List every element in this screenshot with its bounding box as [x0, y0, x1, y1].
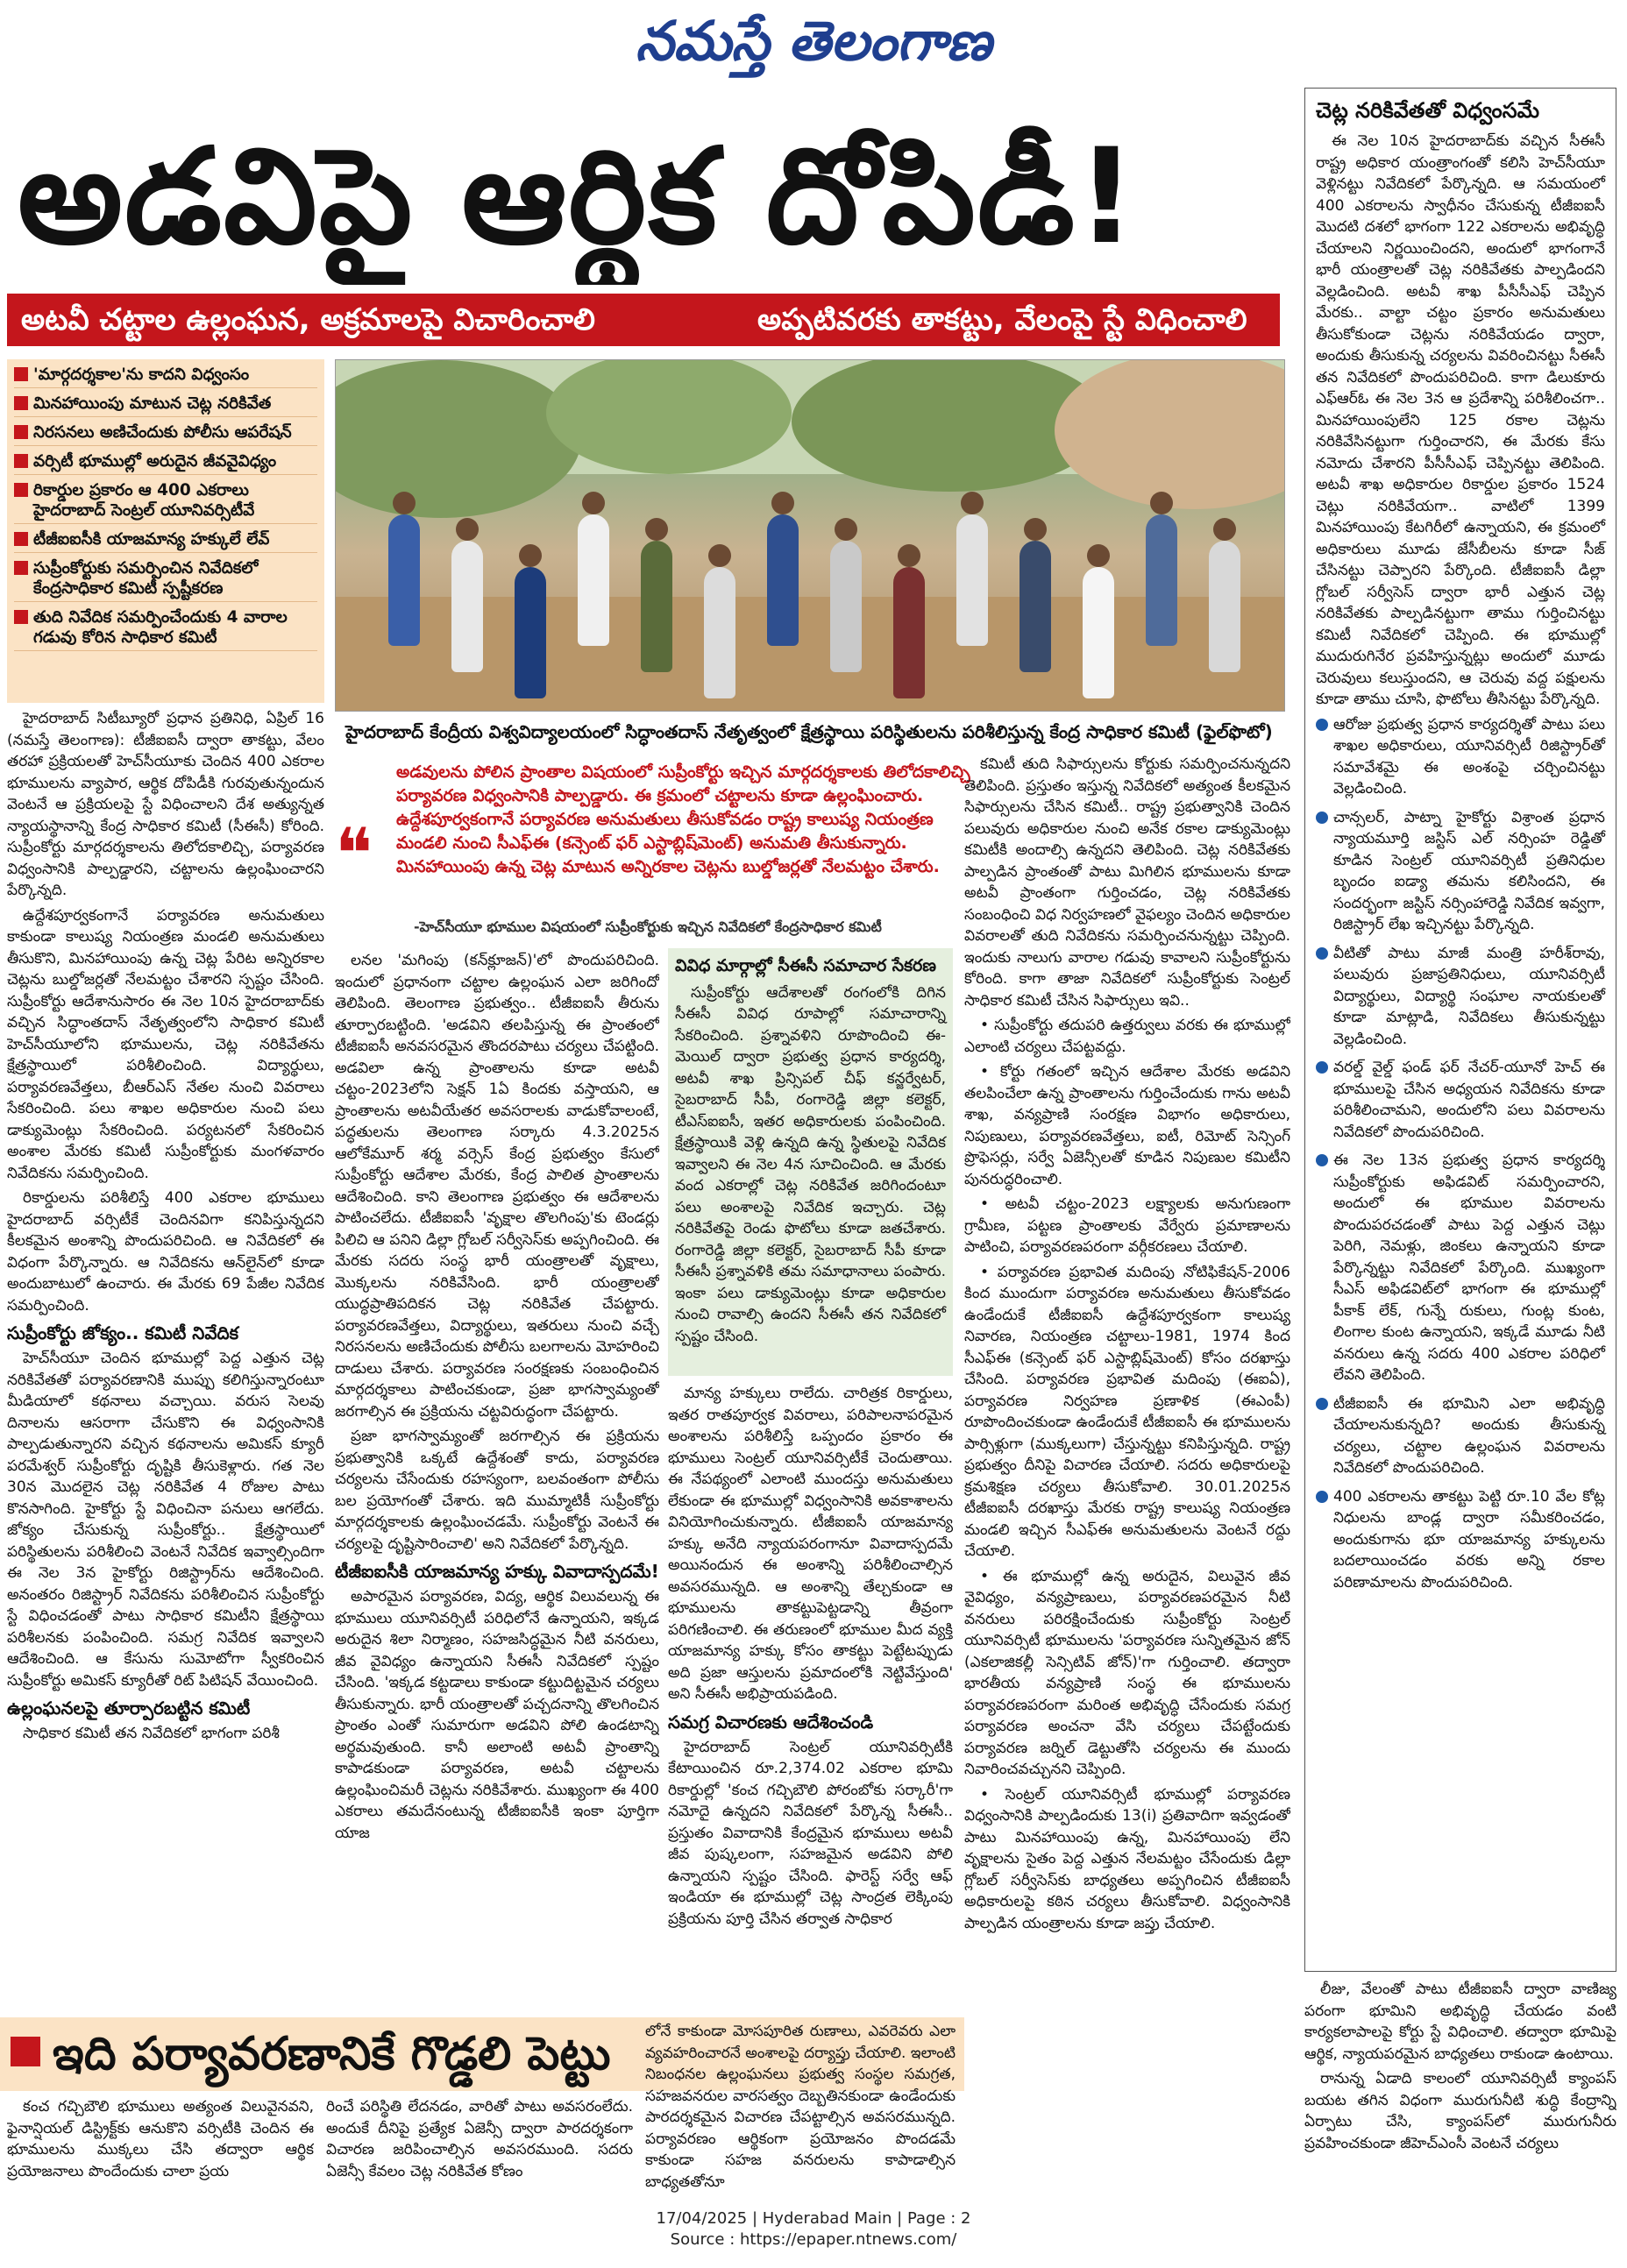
person-head: [1213, 518, 1236, 541]
sidebar-bullet-text: వరల్డ్ వైల్డ్ ఫండ్ ఫర్ నేచర్-యూనో హెచ్ ఈ భూములపై చేసిన అధ్యయన నివేదికను కూడా పరిశీలించామని, అందులోని పలు వివరాలను నివేదికలో పొందుపరిచింది.: [1333, 1059, 1605, 1141]
page-footer-info: 17/04/2025 | Hyderabad Main | Page : 2: [656, 2209, 971, 2228]
subhead-violations: ఉల్లంఘనలపై తూర్పారబట్టిన కమిటీ: [7, 1697, 251, 1719]
sidebar-box: [1304, 88, 1616, 1972]
sidebar-bullet-item: [1316, 807, 1605, 936]
person-figure: [830, 541, 862, 672]
paragraph: హైదరాబాద్ సెంట్రల్ యూనివర్సిటీకి కేటాయించిన రూ.2,374.02 ఎకరాల భూమి రికార్డుల్లో 'కంచ గచ్చిబౌలి పోరంబోకు సర్కారీ'గా నమోదై ఉన్నదని నివేదికలో పేర్కొన్న సీఈసీ.. ప్రస్తుతం వివాదానికి కేంద్రమైన భూములు అటవీ జీవ పుష్కలంగా, సహజమైన అడవిని పోలి ఉన్నాయని స్పష్టం చేసింది. ఫారెస్ట్ సర్వే ఆఫ్ ఇండియా ఈ భూముల్లో చెట్ల సాంద్రత లెక్కింపు ప్రక్రియను పూర్తి చేసిన తర్వాత సాధికార: [668, 1738, 953, 1928]
sidebar-bullet-item: [1316, 1486, 1605, 1594]
paragraph: ఈ నెల 10న హైదరాబాద్‌కు వచ్చిన సీఈసీ రాష్ట్ర అధికార యంత్రాంగంతో కలిసి హెచ్‌సీయూ వెళ్లినట్టు నివేదికలో పేర్కొన్నది. ఆ సమయంలో 400 ఎకరాలను స్వాధీనం చేసుకున్న టీజీఐఐసీ మొదటి దశలో భాగంగా 122 ఎకరాలను అభివృద్ధి చేయాలని నిర్ణయించిందని, అందులో భాగంగానే భారీ యంత్రాలతో చెట్ల నరికివేతకు పాల్పడిందని వెల్లడించింది. అటవీ శాఖ పీసీసీఎఫ్ చెప్పిన మేరకు.. వాల్టా చట్టం ప్రకారం అనుమతులు తీసుకోకుండా చెట్లను నరికివేయడం ద్వారా, అందుకు తీసుకున్న చర్యలను వివరించినట్టు సీఈసీ తన నివేదికలో పొందుపరిచింది. కాగా డిలుకూరు ఎఫ్‌ఆర్‌ఓ ఈ నెల 3న ఆ ప్రదేశాన్ని పరిశీలించగా.. మినహాయింపులేని 125 రకాల చెట్లను నరికివేసినట్టుగా గుర్తించారని, ఈ మేరకు కేసు నమోదు చేశారని పీసీసీఎఫ్ చెప్పినట్టు తెలిపింది. అటవీ శాఖ అధికారుల రికార్డుల ప్రకారం 1524 చెట్లు నరికివేయగా.. వాటిలో 1399 మినహాయింపు కేటగిరీలో ఉన్నాయని, ఈ క్రమంలో అధికారులు మూడు జేసీబీలను కూడా సీజ్ చేసినట్టు చెప్పారని పేర్కొంది. టీజీఐఐసీ డిల్లా గ్లోబల్ సర్వీసెస్ ద్వారా భారీ ఎత్తున చెట్ల నరికివేతకు పాల్పడినట్టుగా తాము గుర్తించినట్టు కమిటీ నివేదికలో చెప్పింది. ఈ భూముల్లో ముదురుగినేర ప్రవహిస్తున్నట్లు అందులో మూడు చెరువులు కలుస్తుందని, ఆ చెరువు వద్ద పక్షులను కూడా తాము చూసి, ఫొటోలు తీసినట్టు పేర్కొన్నది.: [1316, 132, 1605, 708]
bullet-dot-icon: [1316, 1154, 1328, 1166]
bullet-square-icon: [14, 425, 28, 439]
person-head: [645, 518, 668, 541]
person-head: [582, 492, 605, 514]
paragraph: ఉద్దేశపూర్వకంగానే పర్యావరణ అనుమతులు కాకుండా కాలుష్య నియంత్రణ మండలి అనుమతులు తీసుకొని, మినహాయింపు ఉన్న చెట్ల పేరిట అన్నిరకాల చెట్లను బుల్డోజర్లతో నేలమట్టం చేశారని స్పష్టం చేసింది. సుప్రీంకోర్టు ఆదేశానుసారం ఈ నెల 10న హైదరాబాద్‌కు వచ్చిన సిద్ధాంతదాస్ నేతృత్వంలోని సాధికార కమిటీ హెచ్‌సీయూలోని భూములను, చెట్ల నరికివేతను క్షేత్రస్థాయిలో పరిశీలించింది. విద్యార్థులు, పర్యావరణవేత్తలు, బీఆర్ఎస్ నేతల నుంచి వివరాలు సేకరించింది. పలు శాఖల అధికారుల నుంచి పలు డాక్యుమెంట్లు సేకరించింది. పర్యటనలో సేకరించిన అంశాల మేరకు కమిటీ సుప్రీంకోర్టుకు మంగళవారం నివేదికను సమర్పించింది.: [7, 906, 324, 1182]
paragraph: • సెంట్రల్ యూనివర్సిటీ భూముల్లో పర్యావరణ విధ్వంసానికి పాల్పడిందుకు 13(i) ప్రతివాదిగా ఇవ్వడంతో పాటు మినహాయింపు ఉన్న, మినహాయింపు లేని వృక్షాలను సైతం పెద్ద ఎత్తున నేలమట్టం చేసేందుకు డిల్లా గ్లోబల్ సర్వీసెస్‌కు బాధ్యతలు అప్పగించిన టీజీఐఐసీ అధికారులపై కఠిన చర్యలు తీసుకోవాలి. విధ్వంసానికి పాల్పడిన యంత్రాలను కూడా జప్తు చేయాలి.: [964, 1785, 1290, 1932]
sidebar-title: చెట్ల నరికివేతతో విధ్వంసమే: [1316, 98, 1539, 123]
person-figure: [893, 567, 925, 698]
person-head: [708, 544, 731, 567]
highlight-text: వర్సిటీ భూముల్లో అరుదైన జీవవైవిధ్యం: [33, 452, 277, 471]
person-head: [771, 492, 794, 514]
highlight-item: [14, 422, 317, 446]
article-column-1: [7, 708, 324, 2014]
pull-quote: [335, 761, 975, 945]
paragraph: రానున్న ఏడాది కాలంలో యూనివర్సిటీ క్యాంపస్ బయట తగిన విధంగా మురుగునీటి శుద్ధి కేంద్రాన్ని ఏర్పాటు చేసి, క్యాంపస్‌లో మురుగునీరు ప్రవహించకుండా జీహెచ్ఎంసీ వెంటనే చర్యలు: [1304, 2070, 1616, 2152]
bullet-square-icon: [14, 610, 28, 624]
article-column-2: [335, 950, 659, 2014]
person-figure: [956, 514, 988, 646]
person-figure: [1083, 567, 1114, 698]
highlight-item: [14, 558, 317, 602]
person-head: [835, 518, 857, 541]
person-figure: [578, 514, 609, 646]
person-figure: [641, 541, 672, 672]
person-head: [456, 518, 479, 541]
highlight-item: [14, 393, 317, 417]
sidebar-continuation: [1304, 1979, 1616, 2198]
sidebar-bullet-text: వీటితో పాటు మాజీ మంత్రి హరీశ్‌రావు, పలువురు ప్రజాప్రతినిధులు, యూనివర్సిటీ విద్యార్థులు, విద్యార్థి సంఘాల నాయకులతో కూడా మాట్లాడి, నివేదికలు తీసుకున్నట్టు వెల్లడించింది.: [1333, 944, 1605, 1048]
footer-story-col-3: లోనే కాకుండా మోసపూరిత రుణాలు, ఎవరెవరు ఎలా వ్యవహరించారనే అంశాలపై దర్యాప్తు చేయాలి. ఇలాంటి నిబంధనల ఉల్లంఘనలు ప్రభుత్వ సంస్థల సమగ్రత, సహజవనరుల వారసత్వం దెబ్బతినకుండా ఉండేందుకు పారదర్శకమైన విచారణ చేపట్టాల్సిన అవసరమున్నది. పర్యావరణం ఆర్థికంగా ప్రయోజనం పొందడమే కాకుండా సహజ వనరులను కాపాడాల్సిన బాధ్యతతోనూ: [645, 2023, 956, 2191]
person-head: [898, 544, 920, 567]
paragraph: • ఈ భూముల్లో ఉన్న అరుదైన, విలువైన జీవ వైవిధ్యం, వన్యప్రాణులు, పర్యావరణపరమైన నీటి వనరులు పరిరక్షించేందుకు సుప్రీంకోర్టు సెంట్రల్ యూనివర్సిటీ భూములను 'పర్యావరణ సున్నితమైన జోన్ (ఎకలాజికల్లీ సెన్సిటివ్ జోన్)'గా గుర్తించాలి. తద్వారా భారతీయ వన్యప్రాణి సంస్థ ఈ భూములను పర్యావరణపరంగా మరింత అభివృద్ధి చేసేందుకు సమగ్ర పర్యావరణ అంచనా వేసి చర్యలు చేపట్టేందుకు పర్యావరణ జర్నిల్ డెట్టుతోసి చర్యలను ఈ ముందు నివారించవచ్చునని చెప్పింది.: [964, 1567, 1290, 1778]
footer-story-title: ఇది పర్యావరణానికే గొడ్డలి పెట్టు: [53, 2028, 611, 2080]
sidebar-bullet-text: 400 ఎకరాలను తాకట్టు పెట్టి రూ.10 వేల కోట్ల నిధులను బాండ్ల ద్వారా సమీకరించడం, అందుకుగాను భూ యాజమాన్య హక్కులను బదలాయించడం వరకు అన్ని రకాల పరిణామాలను పొందుపరిచింది.: [1333, 1487, 1605, 1591]
person-figure: [1146, 514, 1177, 646]
sidebar-bullet-text: చాన్సలర్, పాట్నా హైకోర్టు విశ్రాంత ప్రధాన న్యాయమూర్తి జస్టిస్ ఎల్ నర్సింహ రెడ్డితో కూడిన సెంట్రల్ యూనివర్సిటీ ప్రతినిధుల బృందం ఐడ్యా తమను కలిసిందని, ఈ సందర్భంగా జస్టిస్ నర్సింహారెడ్డి నివేదిక ఇవ్వగా, రిజిస్ట్రార్ లేఖ ఇచ్చినట్టు పేర్కొన్నది.: [1333, 808, 1605, 933]
paragraph: • కోర్టు గతంలో ఇచ్చిన ఆదేశాల మేరకు అడవిని తలపించేలా ఉన్న ప్రాంతాలను గుర్తించేందుకు గాను అటవీ శాఖ, వన్యప్రాణి సంరక్షణ విభాగం అధికారులు, నిపుణులు, పర్యావరణవేత్తలు, ఐటీ, రిమోట్ సెన్సింగ్ ప్రొఫెసర్లు, సర్వే ఏజెన్సీలతో కూడిన నిపుణుల కమిటీని పునరుద్ధరించాలి.: [964, 1063, 1290, 1188]
highlight-text: మినహాయింపు మాటున చెట్ల నరికివేత: [33, 394, 272, 413]
person-figure: [1020, 541, 1051, 672]
paragraph: హెచ్‌సీయూ చెందిన భూముల్లో పెద్ద ఎత్తున చెట్ల నరికివేతతో పర్యావరణానికి ముప్పు కలిగిస్తున్నారంటూ మీడియాలో కథనాలు వచ్చాయి. వరుస సెలవు దినాలను ఆసరాగా చేసుకొని ఈ విధ్వంసానికి పాల్పడుతున్నారని వచ్చిన కథనాలను అమికస్ క్యూరీ పరమేశ్వర్ సుప్రీంకోర్టు దృష్టికి తీసుకెళ్లారు. గత నెల 30న మొదలైన చెట్ల నరికివేత 4 రోజుల పాటు కొనసాగింది. హైకోర్టు స్టే విధించినా పనులు ఆగలేదు. జోక్యం చేసుకున్న సుప్రీంకోర్టు.. క్షేత్రస్థాయిలో పరిస్థితులను పరిశీలించి వెంటనే నివేదిక ఇవ్వాల్సిందిగా ఈ నెల 3న హైకోర్టు రిజిస్ట్రార్‌ను ఆదేశించింది. అనంతరం రిజిస్ట్రార్ నివేదికను పరిశీలించిన సుప్రీంకోర్టు స్టే విధించడంతో పాటు సాధికార కమిటీని క్షేత్రస్థాయి పరిశీలనకు పంపించింది. సమగ్ర నివేదిక ఇవ్వాలని ఆదేశించింది. ఆ కేసును సుమోటోగా స్వీకరించిన సుప్రీంకోర్టు అమికస్ క్యూరీతో రిట్ పిటిషన్ వేయించింది.: [7, 1350, 324, 1690]
deck-left: అటవీ చట్టాల ఉల్లంఘన, అక్రమాలపై విచారించాలి: [7, 294, 754, 346]
highlight-text: రికార్డుల ప్రకారం ఆ 400 ఎకరాలు హైదరాబాద్ సెంట్రల్ యూనివర్సిటీవే: [33, 481, 255, 520]
sidebar-bullet-item: [1316, 1057, 1605, 1143]
highlight-text: 'మార్గదర్శకాల'ను కాదని విధ్వంసం: [33, 365, 250, 384]
person-head: [393, 492, 416, 514]
sidebar-bullet-item: [1316, 714, 1605, 800]
bullet-dot-icon: [1316, 1061, 1328, 1074]
paragraph: • సుప్రీంకోర్టు తదుపరి ఉత్తర్వులు వరకు ఈ భూముల్లో ఎలాంటి చర్యలు చేపట్టవద్దు.: [964, 1017, 1290, 1056]
square-marker-icon: [11, 2037, 40, 2066]
bullet-square-icon: [14, 532, 28, 546]
highlight-item: [14, 607, 317, 651]
article-column-3: [964, 754, 1290, 2191]
person-figure: [515, 567, 546, 698]
info-box-title: వివిధ మార్గాల్లో సీఈసీ సమాచార సేకరణ: [675, 956, 936, 975]
paragraph: మాన్య హక్కులు రాలేదు. చారిత్రక రికార్డులు, ఇతర రాతపూర్వక వివరాలు, పరిపాలనాపరమైన అంశాలను పరిశీలిస్తే ఒప్పందం ప్రకారం ఈ భూములు సెంట్రల్ యూనివర్సిటీకే చెందుతాయి. ఈ నేపథ్యంలో ఎలాంటి ముందస్తు అనుమతులు లేకుండా ఈ భూముల్లో విధ్వంసానికి అవకాశాలను వినియోగించుకున్నారు. టీజీఐఐసీ యాజమాన్య హక్కు అనేది న్యాయపరంగానూ వివాదాస్పదమే అయినందున ఈ అంశాన్ని పరిశీలించాల్సిన అవసరమున్నది. ఆ అంశాన్ని తేల్చకుండా ఆ భూములను తాకట్టుపెట్టడాన్ని తీవ్రంగా పరిగణించాలి. ఈ తరుణంలో భూముల మీద వ్యక్తి యాజమాన్య హక్కు కోసం తాకట్టు పెట్టేటప్పుడు అది ప్రజా ఆస్తులను ప్రమాదంలోకి నెట్టివేస్తుంది' అని సీఈసీ అభిప్రాయపడింది.: [668, 1385, 953, 1703]
quote-mark-icon: ❝: [335, 813, 373, 895]
paragraph: హైదరాబాద్ సిటీబ్యూరో ప్రధాన ప్రతినిధి, ఏప్రిల్ 16 (నమస్తే తెలంగాణ): టీజీఐఐసీ ద్వారా తాకట్టు, వేలం తరహా ప్రక్రియలతో హెచ్‌సీయూకు చెందిన 400 ఎకరాల భూములను వ్యాపార, ఆర్థిక దోపిడీకి గురవుతున్నందున వెంటనే ఆ ప్రక్రియలపై స్టే విధించాలని దేశ అత్యున్నత న్యాయస్థానాన్ని కేంద్ర సాధికార కమిటీ (సీఈసీ) కోరింది. సుప్రీంకోర్టు మార్గదర్శకాలను తిలోదకాలిచ్చి, పర్యావరణ విధ్వంసానికి పాల్పడ్డారని, చట్టాలను ఉల్లంఘించారని పేర్కొన్నది.: [7, 710, 324, 899]
footer-story-col-1: కంచ గచ్చిబౌలి భూములు అత్యంత విలువైనవని, ఫైనాన్షియల్ డిస్ట్రిక్ట్‌కు ఆనుకొని వర్సిటీకి చెందిన ఈ భూములను ముక్కలు చేసి తద్వారా ఆర్థిక ప్రయోజనాలు పొందేందుకు చాలా ప్రయ: [7, 2098, 314, 2180]
paragraph: కమిటీ తుది సిఫార్సులను కోర్టుకు సమర్పించనున్నదని తెలిపింది. ప్రస్తుతం ఇస్తున్న నివేదికలో అత్యంత కీలకమైన సిఫార్సులను చేసిన కమిటీ.. రాష్ట్ర ప్రభుత్వానికి చెందిన పలువురు అధికారుల నుంచి అనేక రకాల డాక్యుమెంట్లు కమిటీకి అందాల్సి ఉన్నదని తెలిపింది. చెట్ల నరికివేతకు పాల్పడిన ప్రాంతంతో పాటు మిగిలిన భూములను కూడా అటవీ ప్రాంతంగా గుర్తించడం, చెట్ల నరికివేతకు సంబంధించి విధ నిర్వహణలో వైఫల్యం చెందిన అధికారుల వివరాలతో తుది నివేదికను సమర్పించనున్నట్టు చెప్పింది. ఇందుకు నాలుగు వారాల గడువు కావాలని సుప్రీంకోర్టును కోరింది. కాగా తాజా నివేదికలో సుప్రీంకోర్టుకు సెంట్రల్ సాధికార కమిటీ చేసిన సిఫార్సులు ఇవి..: [964, 755, 1290, 1010]
paragraph: • పర్యావరణ ప్రభావిత మదింపు నోటిఫికేషన్-2006 కింద ముందుగా పర్యావరణ అనుమతులు తీసుకోవడం ఉండేందుకే టీజీఐఐసీ ఉద్దేశపూర్వకంగా కాలుష్య నివారణ, నియంత్రణ చట్టాలు-1981, 1974 కింద సీఎఫ్‌ఈ (కన్సెంట్ ఫర్ ఎస్టాబ్లిష్‌మెంట్) కోసం దరఖాస్తు చేసింది. పర్యావరణ ప్రభావిత మదింపు (ఈఐఏ), పర్యావరణ నిర్వహణ ప్రణాళిక (ఈఎంపీ) రూపొందించకుండా ఉండేందుకే టీజీఐఐసీ ఈ భూములను పార్సిళ్లుగా (ముక్కలుగా) చేస్తున్నట్టు కనిపిస్తున్నది. రాష్ట్ర ప్రభుత్వం దీనిపై విచారణ చేయాలి. సదరు అధికారులపై క్రమశిక్షణ చర్యలు తీసుకోవాలి. 30.01.2025న టీజీఐఐసీ దరఖాస్తు మేరకు రాష్ట్ర కాలుష్య నియంత్రణ మండలి ఇచ్చిన సీఎఫ్‌ఈ అనుమతులను వెంటనే రద్దు చేయాలి.: [964, 1263, 1290, 1560]
highlight-item: [14, 451, 317, 475]
info-box-ceC: [668, 948, 953, 1376]
person-head: [961, 492, 984, 514]
bullet-square-icon: [14, 561, 28, 575]
bullet-dot-icon: [1316, 719, 1328, 731]
paragraph: • అటవీ చట్టం-2023 లక్ష్యాలకు అనుగుణంగా గ్రామీణ, పట్టణ ప్రాంతాలకు వేర్వేరు ప్రమాణాలను పాటించి, పర్యావరణపరంగా వర్గీకరణలు చేయాలి.: [964, 1195, 1290, 1256]
paragraph: ప్రజా భాగస్వామ్యంతో జరగాల్సిన ఈ ప్రక్రియను ప్రభుత్వానికి ఒక్కటే ఉద్దేశంతో కాదు, పర్యావరణ చర్యలను చేసేందుకు రహస్యంగా, బలవంతంగా పోలీసు బల ప్రయోగంతో చేశారు. ఇది ముమ్మాటికీ సుప్రీంకోర్టు మార్గదర్శకాలకు ఉల్లంఘించడమే. సుప్రీంకోర్టు వెంటనే ఈ చర్యలపై దృష్టిసారించాలి' అని నివేదికలో పేర్కొన్నది.: [335, 1428, 659, 1553]
highlight-text: తుది నివేదిక సమర్పించేందుకు 4 వారాల గడువు కోరిన సాధికార కమిటీ: [33, 608, 288, 647]
news-photo: [335, 359, 1285, 712]
bullet-dot-icon: [1316, 947, 1328, 960]
footer-story-col-2: రించే పరిస్థితి లేదనడం, వారితో పాటు అవసరంలేదు. అందుకే దీనిపై ప్రత్యేక ఏజెన్సీ ద్వారా పారదర్శకంగా విచారణ జరిపించాల్సిన అవసరముంది. సదరు ఏజెన్సీ కేవలం చెట్ల నరికివేత కోణం: [326, 2098, 633, 2180]
masthead-title: నమస్తే తెలంగాణ: [635, 9, 992, 73]
info-box-text: సుప్రీంకోర్టు ఆదేశాలతో రంగంలోకి దిగిన సీఈసీ వివిధ రూపాల్లో సమాచారాన్ని సేకరించింది. ప్రశ్నావళిని రూపొందించి ఈ-మెయిల్ ద్వారా ప్రభుత్వ ప్రధాన కార్యదర్శి, అటవీ శాఖ ప్రిన్సిపల్ చీఫ్ కన్జర్వేటర్, సైబరాబాద్ సీపీ, రంగారెడ్డి జిల్లా కలెక్టర్, టీఎస్‌ఐఐసీ, ఇతర అధికారులకు పంపించింది. క్షేత్రస్థాయికి వెళ్లి ఉన్నది ఉన్న స్థితులపై నివేదిక ఇవ్వాలని ఈ నెల 4న సూచించింది. ఆ మేరకు వంద ఎకరాల్లో చెట్ల నరికివేత జరిగిందంటూ పలు అంశాలపై నివేదిక ఇచ్చారు. చెట్ల నరికివేతపై రెండు ఫొటోలు కూడా జతచేశారు. రంగారెడ్డి జిల్లా కలెక్టర్, సైబరాబాద్ సీపీ కూడా సీఈసీ ప్రశ్నావళికి తమ సమాధానాలు పంపారు. ఇంకా పలు డాక్యుమెంట్లు కూడా అధికారుల నుంచి రావాల్సి ఉందని సీఈసీ తన నివేదికలో స్పష్టం చేసింది.: [675, 983, 946, 1345]
photo-caption: హైదరాబాద్ కేంద్రీయ విశ్వవిద్యాలయంలో సిద్ధాంతదాస్ నేతృత్వంలో క్షేత్రస్థాయి పరిస్థితులను పరిశీలిస్తున్న కేంద్ర సాధికార కమిటీ (ఫైల్‌ఫొటో): [345, 721, 1273, 742]
subhead-ownership: టీజీఐఐసీకి యాజమాన్య హక్కు వివాదాస్పదమే!: [335, 1561, 659, 1582]
highlight-item: [14, 365, 317, 388]
person-head: [519, 544, 542, 567]
bullet-square-icon: [14, 367, 28, 381]
sidebar-bullet-text: ఈ నెల 13న ప్రభుత్వ ప్రధాన కార్యదర్శి సుప్రీంకోర్టుకు అఫిడవిట్ సమర్పించారని, అందులో ఈ భూముల వివరాలను పొందుపరచడంతో పాటు పెద్ద ఎత్తున చెట్లు పెరిగి, నెమళ్లు, జింకలు ఉన్నాయని కూడా పేర్కొన్నట్టు నివేదికలో పేర్కొంది. ముఖ్యంగా సీఎస్ అఫిడవిట్‌లో భాగంగా ఈ భూముల్లో పీకాక్ లేక్, గున్నే రుకులు, గుంట్ల కుంట, లింగాల కుంట ఉన్నాయని, ఇక్కడే మూడు నీటి వనరులు ఉన్న సదరు 400 ఎకరాల పరిధిలో లేవని తెలిపింది.: [1333, 1152, 1605, 1384]
paragraph: లనల 'మగింపు (కన్‌క్లూజన్)'లో పొందుపరిచింది. ఇందులో ప్రధానంగా చట్టాల ఉల్లంఘన ఎలా జరిగిందో తెలిపింది. తెలంగాణ ప్రభుత్వం.. టీజీఐఐసీ తీరును తూర్పారబట్టింది. 'అడవిని తలపిస్తున్న ఈ ప్రాంతంలో టీజీఐఐసీ అనవసరమైన తొందరపాటు చర్యలు చేపట్టింది. అడవిలా ఉన్న ప్రాంతాలను కూడా అటవీ చట్టం-2023లోని సెక్షన్ 1ఏ కిందకు వస్తాయని, ఆ ప్రాంతాలను అటవీయేతర అవసరాలకు వాడుకోవాలంటే, పద్ధతులను తెలంగాణ సర్కారు 4.3.2025న ఆలోకేమూర్ శర్మ వర్సెస్ కేంద్ర ప్రభుత్వం కేసులో సుప్రీంకోర్టు ఆదేశాల మేరకు, కేంద్ర పాలిత ప్రాంతాలను ఆదేశించింది. కాని తెలంగాణ ప్రభుత్వం ఈ ఆదేశాలను పాటించలేదు. టీజీఐఐసీ 'వృక్షాల తొలగింపు'కు టెండర్లు పిలిచి ఆ పనిని డిల్లా గ్లోబల్ సర్వీసెస్‌కు అప్పగించింది. ఈ మేరకు సదరు సంస్థ భారీ యంత్రాలతో వృక్షాలు, మొక్కలను నరికివేసింది. భారీ యంత్రాలతో యుద్ధప్రాతిపదికన చెట్ల నరికివేత చేపట్టారు. పర్యావరణవేత్తలు, విద్యార్థులు, ఇతరులు నుంచి వచ్చే నిరసనలను అణిచేందుకు పోలీసు బలగాలను మోహరించి దాడులు చేశారు. పర్యావరణ సంరక్షణకు సంబంధించిన మార్గదర్శకాలు పాటించకుండా, ప్రజా భాగస్వామ్యంతో జరగాల్సిన ఈ ప్రక్రియను చట్టవిరుద్ధంగా చేపట్టారు.: [335, 952, 659, 1421]
sidebar-bullet-item: [1316, 1150, 1605, 1386]
bullet-dot-icon: [1316, 812, 1328, 824]
person-figure: [1209, 541, 1240, 672]
paragraph: రికార్డులను పరిశీలిస్తే 400 ఎకరాల భూములు హైదరాబాద్ వర్సిటీకే చెందినవిగా కనిపిస్తున్నదని కీలకమైన అంశాన్ని పొందుపరిచింది. ఆ నివేదికలో ఈ విధంగా పేర్కొన్నారు. ఆ నివేదికను ఆన్‌లైన్‌లో కూడా అందుబాటులో ఉంచారు. ఈ మేరకు 69 పేజీల నివేదిక సమర్పించింది.: [7, 1189, 324, 1315]
paragraph: లీజు, వేలంతో పాటు టీజీఐఐసీ ద్వారా వాణిజ్య పరంగా భూమిని అభివృద్ధి చేయడం వంటి కార్యకలాపాలపై కోర్టు స్టే విధించాలి. తద్వారా భూమిపై ఆర్థిక, న్యాయపరమైన బాధ్యతలు రాకుండా ఉంటాయి.: [1304, 1981, 1616, 2063]
masthead: [0, 0, 1627, 88]
highlight-text: నిరసనలు అణిచేందుకు పోలీసు ఆపరేషన్: [33, 423, 292, 442]
highlight-item: [14, 529, 317, 553]
highlight-text: సుప్రీంకోర్టుకు సమర్పించిన నివేదికలో కేంద్రసాధికార కమిటీ స్పష్టీకరణ: [33, 559, 259, 598]
sidebar-bullet-text: ఆరోజు ప్రభుత్వ ప్రధాన కార్యదర్శితో పాటు పలు శాఖల అధికారులు, యూనివర్సిటీ రిజిస్ట్రార్‌తో సమావేశమై ఈ అంశంపై చర్చించినట్టు వెల్లడించింది.: [1333, 715, 1605, 797]
person-head: [1150, 492, 1173, 514]
article-column-2b: [668, 1383, 953, 2014]
headline: అడవిపై ఆర్థిక దోపిడీ!: [18, 121, 1139, 273]
page-footer: [0, 2208, 1627, 2261]
highlights-box: [7, 359, 324, 703]
bullet-square-icon: [14, 396, 28, 410]
quote-text: అడవులను పోలిన ప్రాంతాల విషయంలో సుప్రీంకోర్టు ఇచ్చిన మార్గదర్శకాలకు తిలోదకాలిచ్చి పర్యావరణ విధ్వంసానికి పాల్పడ్డారు. ఈ క్రమంలో చట్టాలను కూడా ఉల్లంఘించారు. ఉద్దేశపూర్వకంగానే పర్యావరణ అనుమతులు తీసుకోవడం రాష్ట్ర కాలుష్య నియంత్రణ మండలి నుంచి సీఎఫ్‌ఈ (కన్సెంట్ ఫర్ ఎస్టాబ్లిష్‌మెంట్) అనుమతి తీసుకున్నారు. మినహాయింపు ఉన్న చెట్ల మాటున అన్నిరకాల చెట్లను బుల్డోజర్లతో నేలమట్టం చేశారు.: [396, 762, 970, 876]
bullet-square-icon: [14, 483, 28, 497]
person-head: [1087, 544, 1110, 567]
highlight-item: [14, 480, 317, 524]
deck-right: అప్పటివరకు తాకట్టు, వేలంపై స్టే విధించాలి: [743, 294, 1280, 346]
bullet-dot-icon: [1316, 1398, 1328, 1410]
person-figure: [388, 514, 420, 646]
person-figure: [451, 541, 483, 672]
person-figure: [767, 514, 799, 646]
subhead-court: సుప్రీంకోర్టు జోక్యం.. కమిటీ నివేదిక: [7, 1322, 239, 1343]
bullet-square-icon: [14, 454, 28, 468]
subhead-inquiry: సమగ్ర విచారణకు ఆదేశించండి: [668, 1711, 874, 1733]
person-figure: [704, 567, 735, 698]
sidebar-bullet-item: [1316, 943, 1605, 1051]
quote-source: -హెచ్‌సీయూ భూముల విషయంలో సుప్రీంకోర్టుకు ఇచ్చిన నివేదికలో కేంద్రసాధికార కమిటీ: [414, 918, 882, 935]
page-footer-source[interactable]: Source : https://epaper.ntnews.com/: [670, 2230, 957, 2249]
paragraph: అపారమైన పర్యావరణ, విద్య, ఆర్థిక విలువలున్న ఈ భూములు యూనివర్సిటీ పరిధిలోనే ఉన్నాయని, ఇక్కడ అరుదైన శిలా నిర్మాణం, సహజసిద్ధమైన నీటి వనరులు, జీవ వైవిధ్యం ఉన్నాయని సీఈసీ నివేదికలో స్పష్టం చేసింది. 'ఇక్కడ కట్టడాలు కాకుండా కట్టుదిట్టమైన చర్యలు తీసుకున్నారు. భారీ యంత్రాలతో పచ్చదనాన్ని తొలగించిన ప్రాంతం ఎంతో సుమారుగా అడవిని పోలి ఉండటాన్ని అర్థమవుతుంది. కానీ అలాంటి అటవీ ప్రాంతాన్ని కాపాడకుండా పర్యావరణ, అటవీ చట్టాలను ఉల్లంఘించిమరీ చెట్లను నరికివేశారు. ముఖ్యంగా ఈ 400 ఎకరాలు తమదేనంటున్న టీజీఐఐసీకి ఇంకా పూర్తిగా యాజ: [335, 1588, 659, 1842]
person-head: [1024, 518, 1047, 541]
highlight-text: టీజీఐఐసీకి యాజమాన్య హక్కులే లేవ్: [33, 530, 270, 549]
paragraph: సాధికార కమిటీ తన నివేదికలో భాగంగా పరిశీ: [23, 1725, 280, 1742]
bullet-dot-icon: [1316, 1491, 1328, 1503]
sidebar-bullet-item: [1316, 1393, 1605, 1479]
sidebar-bullet-text: టీజీఐఐసీ ఈ భూమిని ఎలా అభివృద్ధి చేయాలనుకున్నది? అందుకు తీసుకున్న చర్యలు, చట్టాల ఉల్లంఘన వివరాలను నివేదికలో పొందుపరిచింది.: [1333, 1394, 1605, 1477]
